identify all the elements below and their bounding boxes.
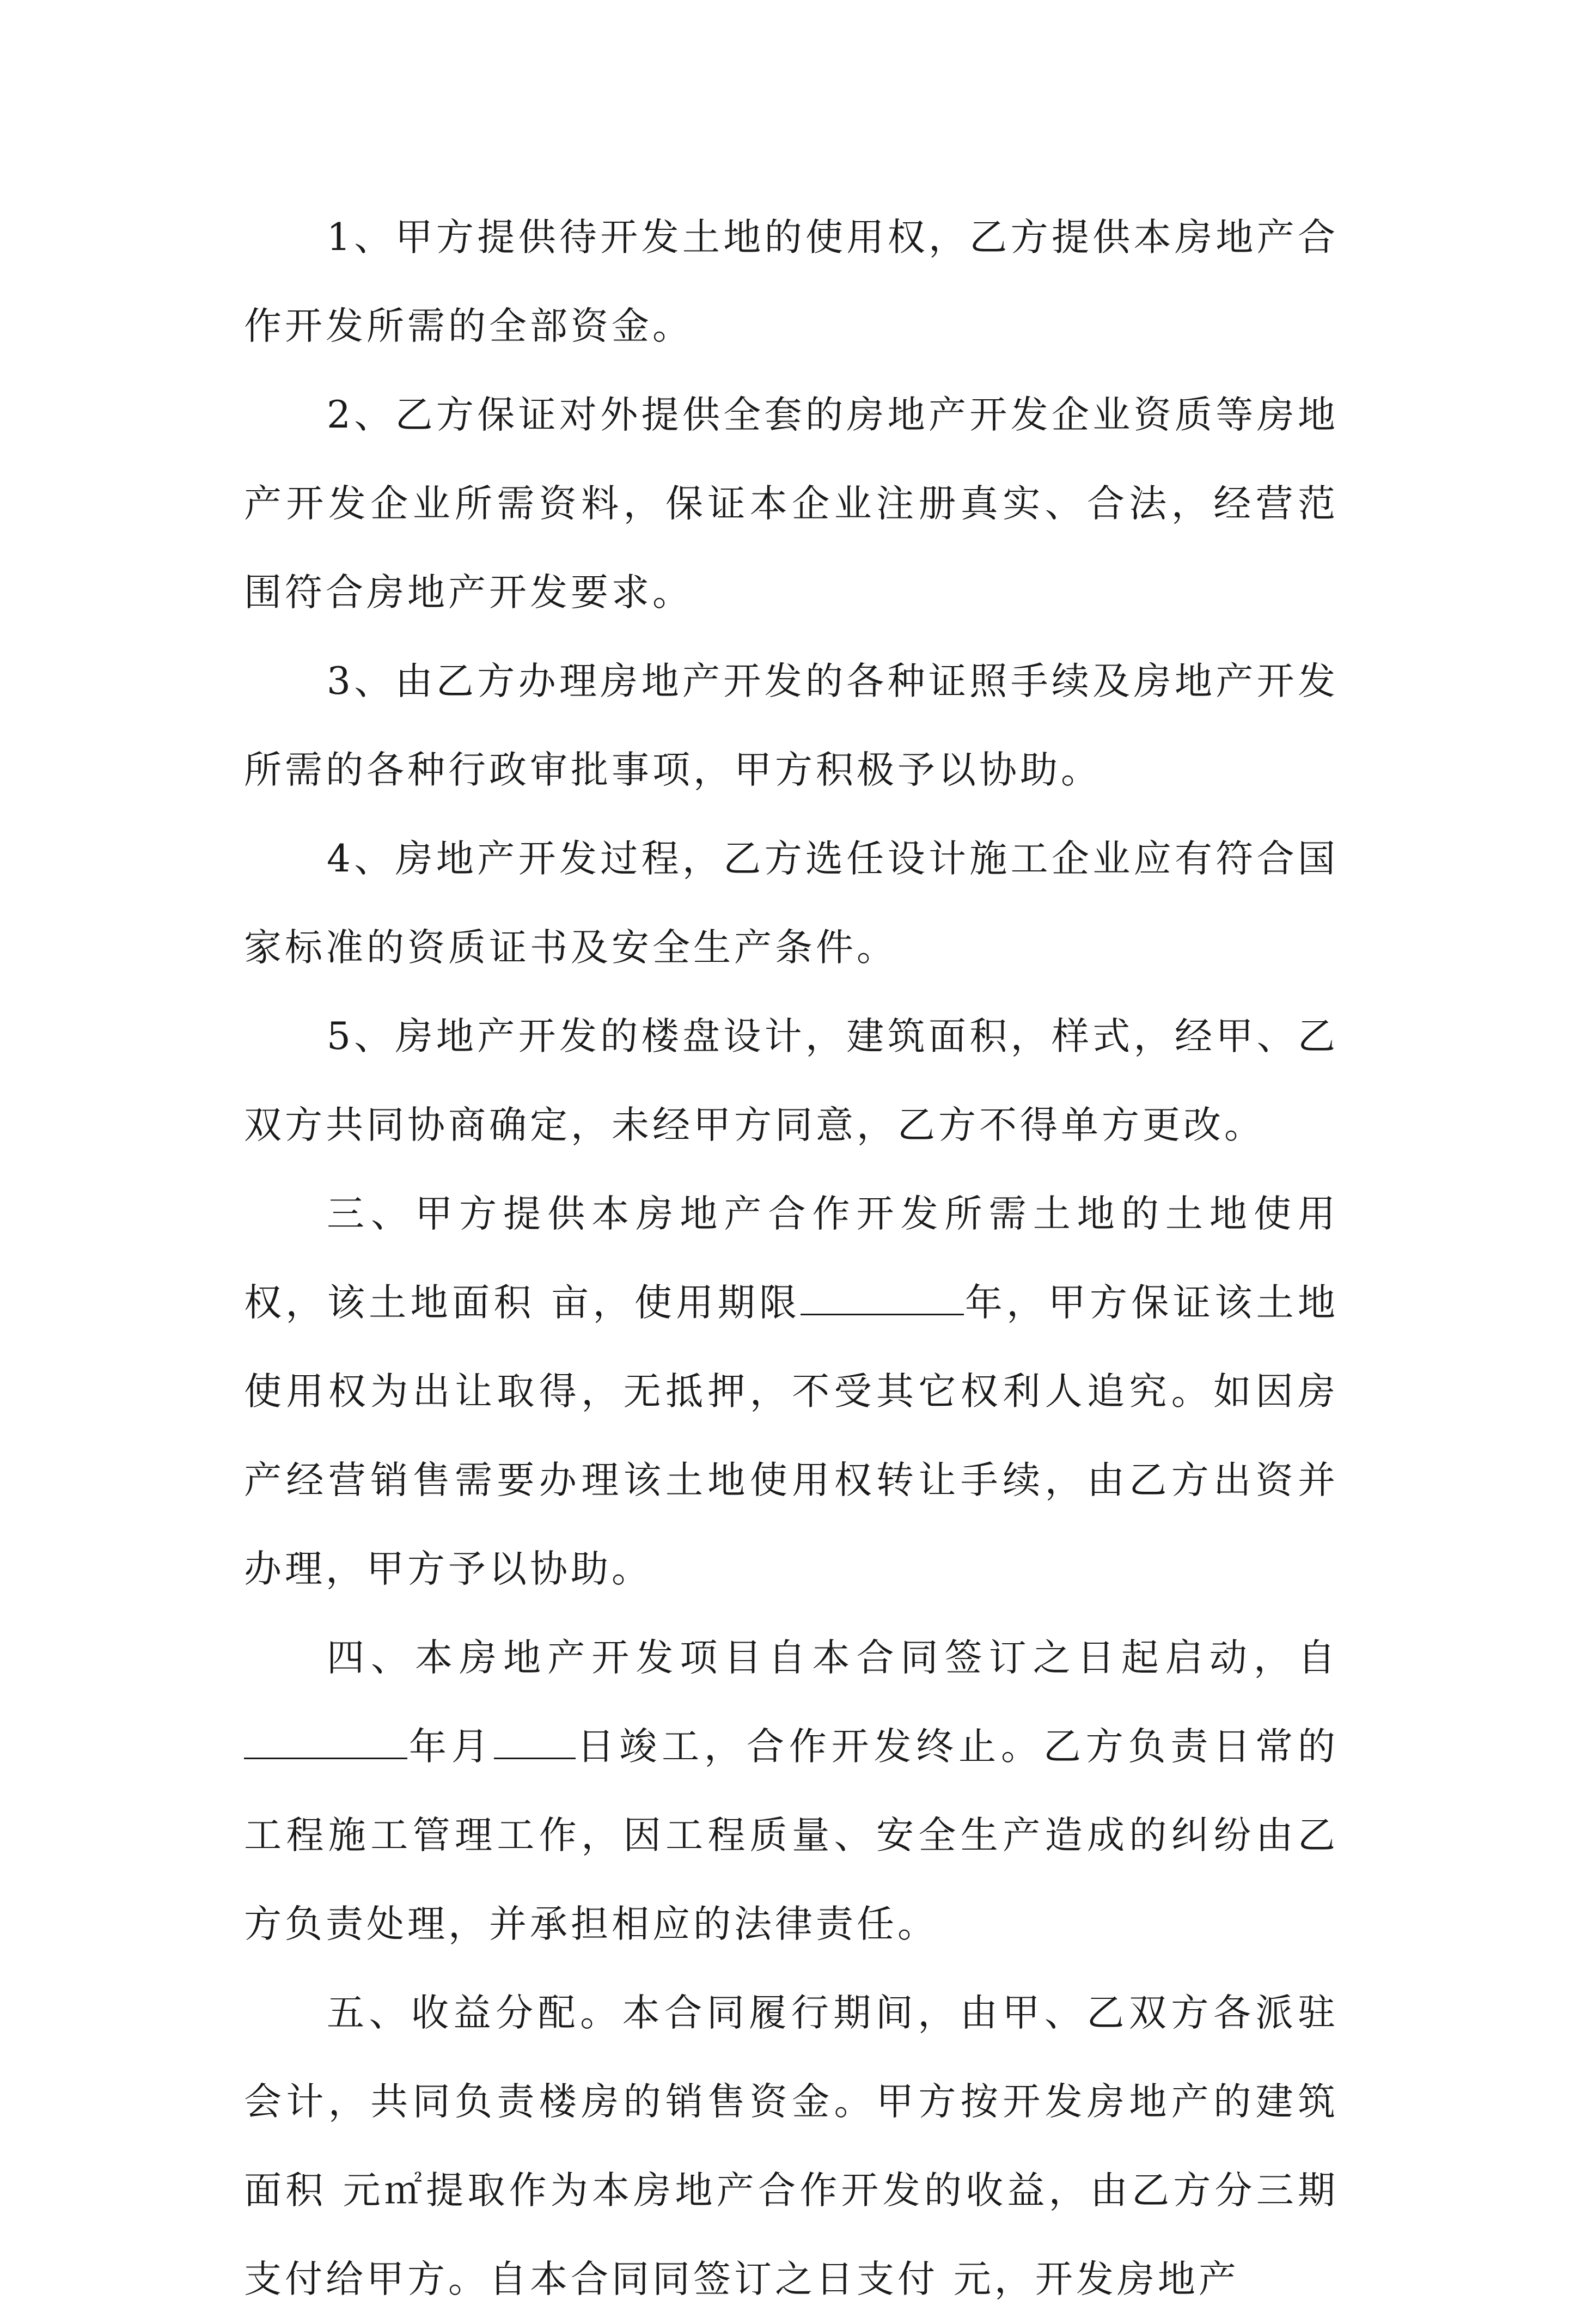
section-4-text-c: 日竣工，合作开发终止。乙方负责日常的工程施工管理工作，因工程质量、安全生产造成的纠纷由乙方负责处理，并承担相应的法律责任。 bbox=[244, 1725, 1339, 1946]
section-3-land-use bbox=[244, 1170, 1339, 1614]
section-4-schedule bbox=[244, 1614, 1339, 1969]
document-body bbox=[244, 193, 1339, 2324]
section-4-text-b: 年月 bbox=[407, 1725, 494, 1768]
blank-term-years bbox=[801, 1281, 964, 1315]
blank-year bbox=[244, 1725, 407, 1759]
section-3-text-a: 三、甲方提供本房地产合作开发所需土地的土地使用权，该土地面积 亩，使用期限 bbox=[244, 1192, 1339, 1325]
clause-3: 3、由乙方办理房地产开发的各种证照手续及房地产开发所需的各种行政审批事项，甲方积极予以协助。 bbox=[244, 660, 1339, 792]
blank-day bbox=[494, 1725, 576, 1759]
clause-1: 1、甲方提供待开发土地的使用权，乙方提供本房地产合作开发所需的全部资金。 bbox=[244, 216, 1339, 348]
clause-2: 2、乙方保证对外提供全套的房地产开发企业资质等房地产开发企业所需资料，保证本企业注册真实、合法，经营范围符合房地产开发要求。 bbox=[244, 393, 1339, 614]
section-5-revenue: 五、收益分配。本合同履行期间，由甲、乙双方各派驻会计，共同负责楼房的销售资金。甲方按开发房地产的建筑面积 元㎡提取作为本房地产合作开发的收益，由乙方分三期支付给甲方。自本合同同签订之日支付 元，开发房地产 bbox=[244, 1991, 1339, 2301]
clause-4: 4、房地产开发过程，乙方选任设计施工企业应有符合国家标准的资质证书及安全生产条件。 bbox=[244, 837, 1339, 969]
section-4-text-a: 四、本房地产开发项目自本合同签订之日起启动，自 bbox=[327, 1636, 1339, 1680]
section-3-text-b: 年，甲方保证该土地使用权为出让取得，无抵押，不受其它权利人追究。如因房产经营销售需要办理该土地使用权转让手续，由乙方出资并办理，甲方予以协助。 bbox=[244, 1281, 1339, 1591]
clause-5: 5、房地产开发的楼盘设计，建筑面积，样式，经甲、乙双方共同协商确定，未经甲方同意，乙方不得单方更改。 bbox=[244, 1015, 1339, 1147]
